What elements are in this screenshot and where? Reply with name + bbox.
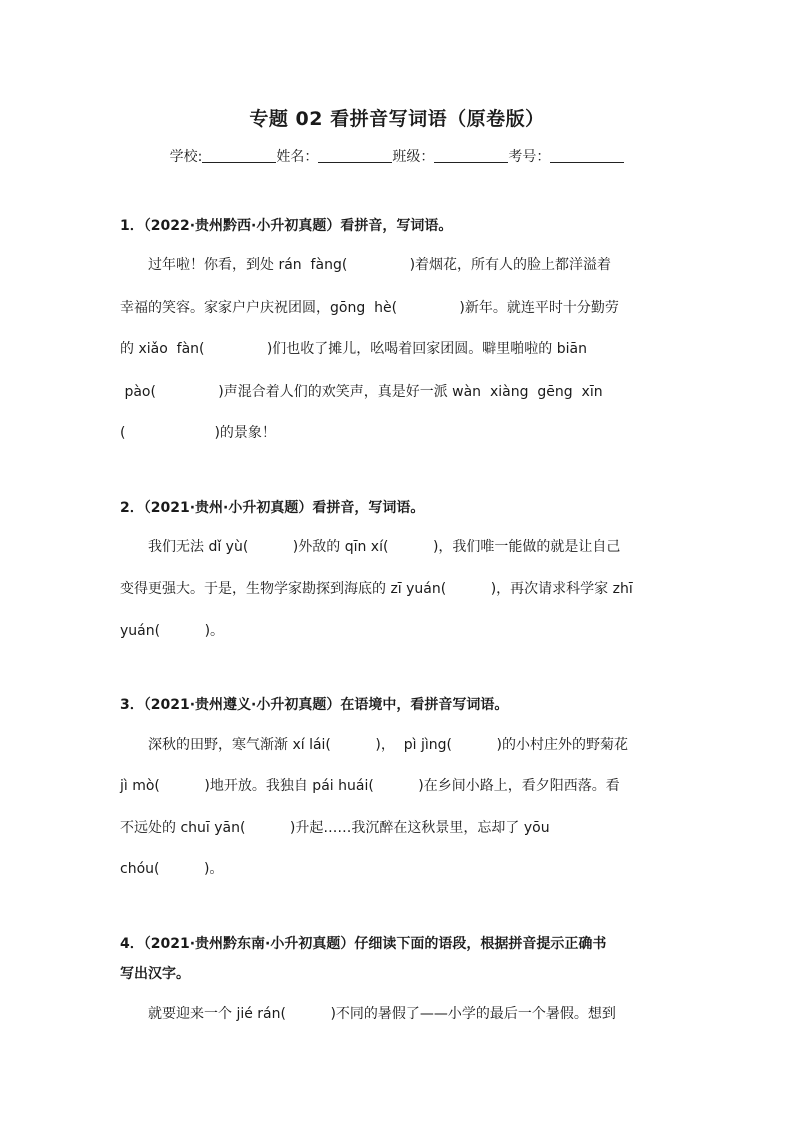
question-4-line-1: 就要迎来一个 jié rán( )不同的暑假了——小学的最后一个暑假。想到 xyxy=(148,1006,616,1022)
school-blank xyxy=(202,148,276,163)
class-label: 班级： xyxy=(392,149,435,165)
question-1-line-5: ( )的景象！ xyxy=(120,425,276,441)
student-info-row xyxy=(0,146,794,166)
question-2-line-3: yuán( )。 xyxy=(120,623,225,639)
question-3-line-1: 深秋的田野，寒气渐渐 xí lái( )， pì jìng( )的小村庄外的野菊花 xyxy=(148,737,628,753)
page-title: 专题 02 看拼音写词语（原卷版） xyxy=(249,108,545,130)
question-2-heading: 2．（2021·贵州·小升初真题）看拼音，写词语。 xyxy=(120,500,425,516)
class-blank xyxy=(434,148,508,163)
question-1-line-4: pào( )声混合着人们的欢笑声，真是好一派 wàn xiàng gēng xīn xyxy=(120,384,603,400)
name-label: 姓名： xyxy=(276,149,319,165)
question-1-line-1: 过年啦！你看，到处 rán fàng( )着烟花，所有人的脸上都洋溢着 xyxy=(148,257,612,273)
name-blank xyxy=(318,148,392,163)
question-4-heading-line-1: 4．（2021·贵州黔东南·小升初真题）仔细读下面的语段，根据拼音提示正确书 xyxy=(120,936,607,952)
question-1-heading: 1．（2022·贵州黔西·小升初真题）看拼音，写词语。 xyxy=(120,218,453,234)
question-3-line-2: jì mò( )地开放。我独自 pái huái( )在乡间小路上，看夕阳西落。看 xyxy=(120,778,620,794)
question-2-line-2: 变得更强大。于是，生物学家勘探到海底的 zī yuán( )，再次请求科学家 zhī xyxy=(120,581,633,597)
question-3-line-3: 不远处的 chuī yān( )升起……我沉醉在这秋景里，忘却了 yōu xyxy=(120,820,550,836)
question-3-line-4: chóu( )。 xyxy=(120,861,224,877)
question-3-heading: 3．（2021·贵州遵义·小升初真题）在语境中，看拼音写词语。 xyxy=(120,697,509,713)
number-label: 考号： xyxy=(508,149,551,165)
question-1-line-3: 的 xiǎo fàn( )们也收了摊儿，吆喝着回家团圆。噼里啪啦的 biān xyxy=(120,341,587,357)
number-blank xyxy=(550,148,624,163)
question-4-heading-line-2: 写出汉字。 xyxy=(120,966,190,982)
question-1-line-2: 幸福的笑容。家家户户庆祝团圆，gōng hè( )新年。就连平时十分勤劳 xyxy=(120,300,619,316)
question-2-line-1: 我们无法 dǐ yù( )外敌的 qīn xí( )，我们唯一能做的就是让自己 xyxy=(148,539,621,555)
school-label: 学校: xyxy=(169,149,203,165)
